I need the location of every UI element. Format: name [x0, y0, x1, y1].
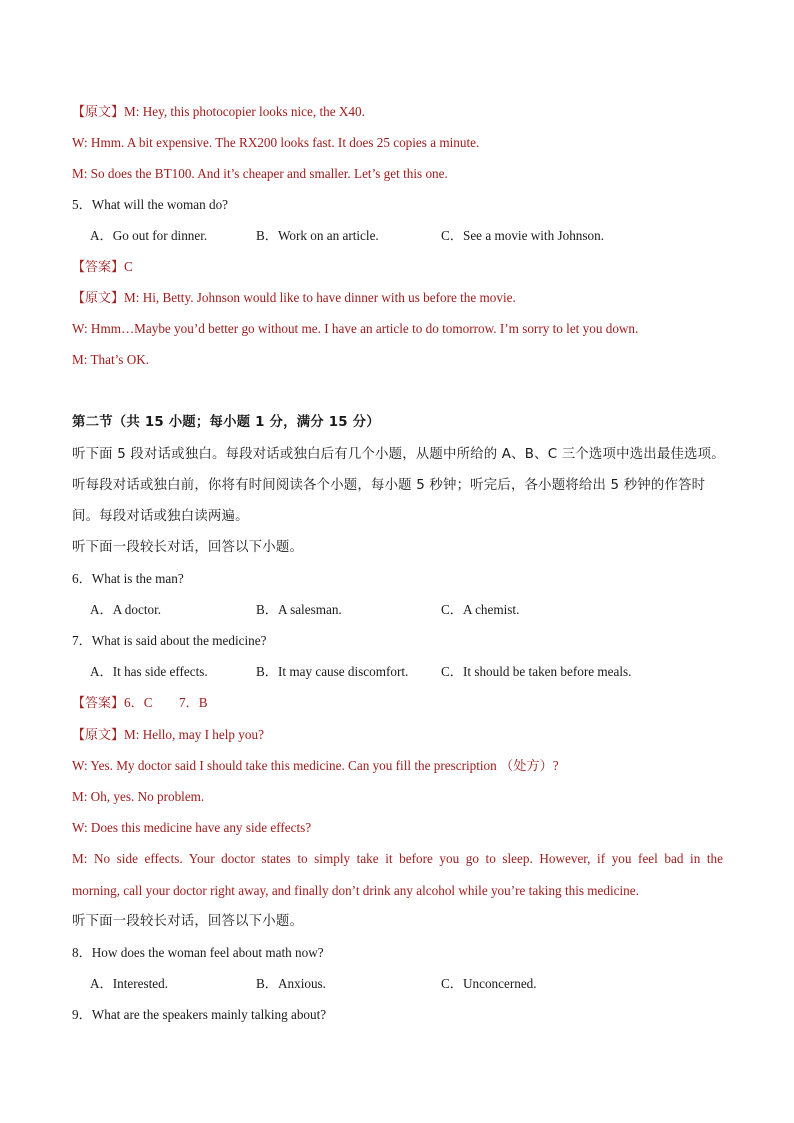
- option-b: B．It may cause discomfort.: [256, 664, 409, 679]
- option-b: B．A salesman.: [256, 602, 342, 617]
- transcript-tag: 【原文】: [72, 105, 125, 120]
- transcript-line: W: Does this medicine have any side effects?: [72, 820, 312, 835]
- instruction-line: 听每段对话或独白前，你将有时间阅读各个小题，每小题 5 秒钟；听完后，各小题将给出 5 秒钟的作答时: [72, 478, 706, 493]
- option-b: B．Anxious.: [256, 976, 326, 991]
- listen-instruction: 听下面一段较长对话，回答以下小题。: [72, 914, 304, 929]
- transcript-line: [72, 103, 365, 122]
- option-c: C．Unconcerned.: [441, 976, 537, 991]
- transcript-line: W: Hmm…Maybe you’d better go without me. I have an article to do tomorrow. I’m sorry to let you down.: [72, 321, 639, 336]
- transcript-line: [72, 726, 264, 745]
- option-c: C．See a movie with Johnson.: [441, 228, 605, 243]
- question-stem: 5．What will the woman do?: [72, 197, 229, 212]
- transcript-text: M: Hey, this photocopier looks nice, the X40.: [124, 104, 365, 119]
- listen-instruction: 听下面一段较长对话，回答以下小题。: [72, 540, 304, 555]
- transcript-line: [72, 289, 516, 308]
- option-a: A．A doctor.: [90, 602, 162, 617]
- transcript-line: M: That’s OK.: [72, 352, 150, 367]
- option-c: C．It should be taken before meals.: [441, 664, 632, 679]
- answer-line: [72, 694, 208, 713]
- question-stem: 7．What is said about the medicine?: [72, 633, 267, 648]
- transcript-line: M: Oh, yes. No problem.: [72, 789, 205, 804]
- question-stem: 9．What are the speakers mainly talking about?: [72, 1007, 327, 1022]
- option-a: A．It has side effects.: [90, 664, 208, 679]
- answer-line: [72, 258, 133, 277]
- instruction-line: 听下面 5 段对话或独白。每段对话或独白后有几个小题，从题中所给的 A、B、C 三个选项中选出最佳选项。: [72, 447, 725, 462]
- transcript-line: morning, call your doctor right away, and finally don’t drink any alcohol while you’re taking this medicine.: [72, 883, 639, 898]
- transcript-line: M: So does the BT100. And it’s cheaper and smaller. Let’s get this one.: [72, 166, 448, 181]
- transcript-text: M: Hello, may I help you?: [124, 727, 264, 742]
- option-c: C．A chemist.: [441, 602, 520, 617]
- transcript-line: W: Yes. My doctor said I should take this medicine. Can you fill the prescription （处方）?: [72, 758, 559, 773]
- section-heading: 第二节（共 15 小题；每小题 1 分，满分 15 分）: [72, 415, 380, 430]
- instruction-line: 间。每段对话或独白读两遍。: [72, 509, 249, 524]
- transcript-tag: 【原文】: [72, 728, 125, 743]
- option-b: B．Work on an article.: [256, 228, 379, 243]
- question-stem: 8．How does the woman feel about math now?: [72, 945, 324, 960]
- question-stem: 6．What is the man?: [72, 571, 184, 586]
- answer-value: 6．C 7．B: [124, 695, 208, 710]
- option-a: A．Go out for dinner.: [90, 228, 208, 243]
- transcript-line: W: Hmm. A bit expensive. The RX200 looks fast. It does 25 copies a minute.: [72, 135, 480, 150]
- transcript-line: M: No side effects. Your doctor states to simply take it before you go to sleep. However, if you feel bad in the: [72, 851, 723, 866]
- option-a: A．Interested.: [90, 976, 168, 991]
- answer-value: C: [124, 259, 133, 274]
- answer-tag: 【答案】: [72, 696, 125, 711]
- transcript-text: M: Hi, Betty. Johnson would like to have dinner with us before the movie.: [124, 290, 516, 305]
- transcript-tag: 【原文】: [72, 291, 125, 306]
- answer-tag: 【答案】: [72, 260, 125, 275]
